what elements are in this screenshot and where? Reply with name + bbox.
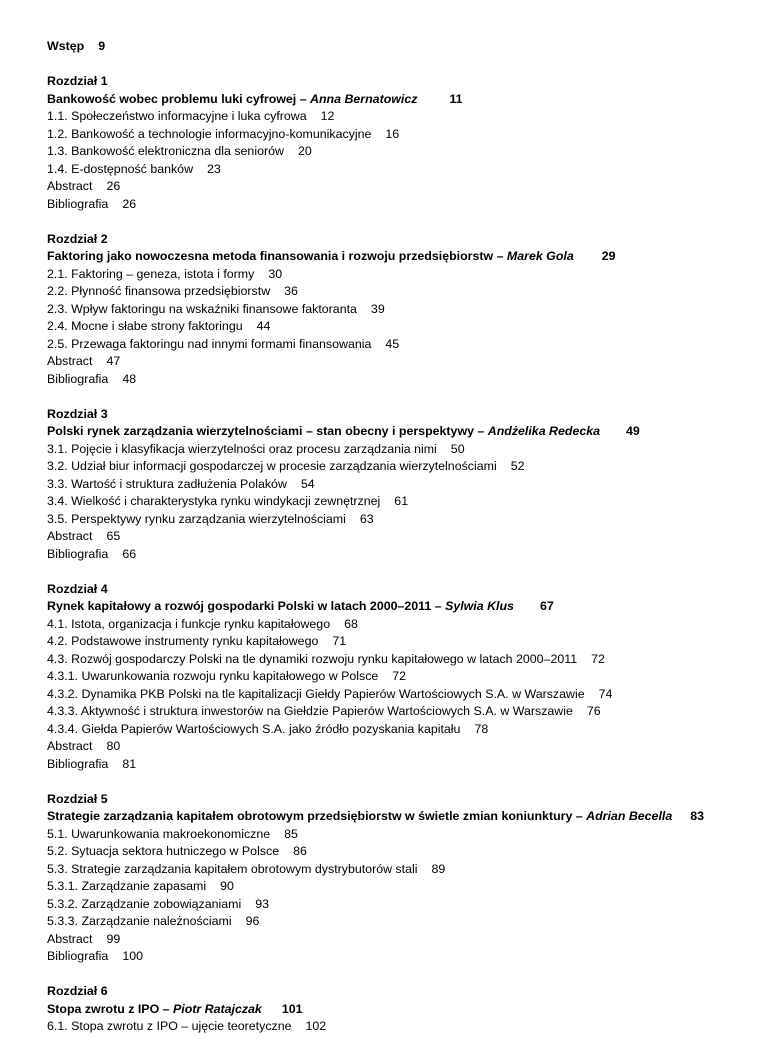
chapter-3 [47, 406, 762, 564]
toc-item [47, 948, 762, 966]
toc-item [47, 668, 762, 686]
toc-item [47, 756, 762, 774]
toc-item [47, 896, 762, 914]
toc-item [47, 738, 762, 756]
chapter-page-number: 67 [539, 599, 554, 613]
toc-item-page: 72 [392, 669, 407, 683]
toc-item-text: 2.1. Faktoring – geneza, istota i formy [47, 266, 255, 281]
chapter-title-line [47, 808, 762, 826]
toc-item-text: Abstract [47, 179, 93, 193]
toc-item-text: 3.4. Wielkość i charakterystyka rynku windykacji zewnętrznej [47, 494, 381, 508]
toc-item [47, 458, 762, 476]
toc-item [47, 266, 762, 284]
toc-item-page: 102 [305, 1019, 327, 1033]
toc-item [47, 126, 762, 144]
chapter-heading: Rozdział 5 [47, 791, 108, 806]
toc-item [47, 441, 762, 459]
toc-item-page: 86 [293, 844, 307, 858]
toc-item-page: 74 [598, 686, 613, 701]
toc-item-text: 1.4. E-dostępność banków [47, 161, 194, 176]
chapter-page-number: 101 [281, 1001, 303, 1016]
toc-item-text: 3.5. Perspektywy rynku zarządzania wierzytelnościami [47, 511, 346, 526]
chapter-page-number: 29 [601, 249, 616, 263]
chapter-page-number: 49 [626, 424, 640, 438]
intro-label: Wstęp [47, 39, 85, 53]
toc-item-page: 99 [106, 931, 121, 946]
toc-item [47, 511, 762, 529]
toc-item-page: 93 [255, 896, 270, 911]
toc-item [47, 528, 762, 546]
toc-item-text: 4.3.3. Aktywność i struktura inwestorów na Giełdzie Papierów Wartościowych S.A. w Warszawie [47, 704, 573, 718]
toc-item-text: Abstract [47, 354, 93, 368]
toc-item-text: 5.3.1. Zarządzanie zapasami [47, 879, 207, 893]
toc-item-page: 78 [474, 721, 489, 736]
toc-item [47, 843, 762, 861]
toc-item-page: 50 [450, 441, 465, 456]
chapter-heading: Rozdział 1 [47, 74, 108, 88]
toc-item-text: 3.3. Wartość i struktura zadłużenia Polaków [47, 476, 287, 491]
toc-item-page: 81 [122, 756, 137, 771]
chapter-title: Faktoring jako nowoczesna metoda finansowania i rozwoju przedsiębiorstw – [47, 249, 507, 263]
chapter-4 [47, 581, 762, 774]
chapter-title-line [47, 91, 762, 109]
toc-item [47, 703, 762, 721]
toc-item-text: Abstract [47, 931, 93, 946]
toc-item [47, 476, 762, 494]
toc-item [47, 493, 762, 511]
toc-item-text: 4.3. Rozwój gospodarczy Polski na tle dynamiki rozwoju rynku kapitałowego w latach 2000–2011 [47, 651, 578, 666]
toc-item-page: 76 [586, 704, 601, 718]
chapter-author: Marek Gola [506, 249, 574, 263]
toc-item [47, 546, 762, 564]
toc-item-page: 66 [122, 546, 137, 561]
toc-item-page: 65 [106, 529, 121, 543]
toc-item-text: 1.1. Społeczeństwo informacyjne i luka cyfrowa [47, 109, 307, 123]
chapter-heading: Rozdział 6 [47, 984, 108, 998]
toc-item-page: 26 [122, 196, 137, 211]
chapter-heading: Rozdział 2 [47, 231, 108, 246]
toc-item-page: 63 [359, 511, 374, 526]
toc-item [47, 931, 762, 949]
toc-item-text: 1.2. Bankowość a technologie informacyjno-komunikacyjne [47, 126, 372, 141]
chapter-heading: Rozdział 4 [47, 581, 108, 596]
toc-item-page: 20 [297, 144, 312, 158]
toc-item-page: 36 [284, 284, 298, 298]
toc-item-page: 80 [106, 739, 121, 753]
toc-item-text: Bibliografia [47, 371, 109, 386]
toc-item-text: Bibliografia [47, 756, 109, 771]
toc-item-text: 5.3.3. Zarządzanie należnościami [47, 914, 232, 928]
toc-item-text: 5.1. Uwarunkowania makroekonomiczne [47, 826, 271, 841]
chapter-title: Strategie zarządzania kapitałem obrotowym przedsiębiorstw w świetle zmian koniunktury – [47, 809, 587, 823]
toc-item-page: 12 [320, 109, 335, 123]
toc-item [47, 913, 762, 931]
intro-page-number: 9 [98, 39, 106, 53]
table-of-contents [47, 38, 762, 1053]
chapter-6 [47, 983, 762, 1036]
toc-item [47, 651, 762, 669]
toc-item-text: 3.2. Udział biur informacji gospodarczej w procesie zarządzania wierzytelnościami [47, 459, 497, 473]
toc-item-page: 96 [245, 914, 260, 928]
toc-item-page: 72 [591, 651, 605, 666]
toc-item-text: 4.1. Istota, organizacja i funkcje rynku kapitałowego [47, 616, 331, 631]
toc-item-text: 2.2. Płynność finansowa przedsiębiorstw [47, 284, 271, 298]
toc-item [47, 1018, 762, 1036]
toc-item-page: 47 [106, 354, 121, 368]
toc-item-page: 100 [122, 949, 143, 963]
chapter-page-number: 83 [690, 809, 705, 823]
intro-entry [47, 38, 762, 56]
toc-item [47, 633, 762, 651]
toc-item-page: 45 [385, 336, 400, 351]
chapter-1 [47, 73, 762, 213]
toc-item [47, 301, 762, 319]
toc-item-text: 5.3. Strategie zarządzania kapitałem obrotowym dystrybutorów stali [47, 861, 418, 876]
toc-item-text: 6.1. Stopa zwrotu z IPO – ujęcie teoretyczne [47, 1019, 292, 1033]
toc-item-text: 3.1. Pojęcie i klasyfikacja wierzytelności oraz procesu zarządzania nimi [47, 441, 437, 456]
chapter-author: Adrian Becella [586, 809, 673, 823]
toc-item-page: 61 [394, 494, 409, 508]
chapter-title: Bankowość wobec problemu luki cyfrowej – [47, 91, 311, 106]
toc-item [47, 686, 762, 704]
toc-item-page: 30 [268, 266, 283, 281]
chapter-title: Polski rynek zarządzania wierzytelnościami – stan obecny i perspektywy – [47, 424, 488, 438]
toc-item-text: Bibliografia [47, 949, 109, 963]
chapter-heading: Rozdział 3 [47, 406, 108, 421]
toc-item [47, 108, 762, 126]
toc-item-text: 4.3.2. Dynamika PKB Polski na tle kapitalizacji Giełdy Papierów Wartościowych S.A. w Warszawie [47, 686, 585, 701]
toc-item [47, 371, 762, 389]
toc-item-page: 89 [431, 861, 446, 876]
chapter-2 [47, 231, 762, 389]
toc-item-page: 48 [122, 371, 137, 386]
toc-item-page: 90 [220, 879, 234, 893]
toc-item-text: Bibliografia [47, 546, 109, 561]
toc-item-page: 44 [256, 319, 271, 333]
chapter-author: Piotr Ratajczak [172, 1001, 262, 1016]
toc-item [47, 143, 762, 161]
toc-item [47, 353, 762, 371]
toc-item [47, 826, 762, 844]
toc-item-page: 26 [106, 179, 121, 193]
toc-item-text: 4.3.1. Uwarunkowania rozwoju rynku kapitałowego w Polsce [47, 669, 379, 683]
toc-item [47, 283, 762, 301]
chapter-author: Sylwia Klus [445, 599, 514, 613]
toc-item [47, 616, 762, 634]
chapter-title-line [47, 1001, 762, 1019]
chapter-title-line [47, 598, 762, 616]
toc-item-page: 54 [300, 476, 315, 491]
toc-item-text: 5.2. Sytuacja sektora hutniczego w Polsce [47, 844, 280, 858]
toc-item-text: Abstract [47, 529, 93, 543]
toc-item-text: Abstract [47, 739, 93, 753]
chapter-title-line [47, 248, 762, 266]
chapter-author: Anna Bernatowicz [310, 91, 418, 106]
toc-item-page: 52 [510, 459, 525, 473]
toc-item-text: 4.3.4. Giełda Papierów Wartościowych S.A. jako źródło pozyskania kapitału [47, 721, 461, 736]
toc-item-page: 85 [284, 826, 298, 841]
toc-item-text: 2.5. Przewaga faktoringu nad innymi formami finansowania [47, 336, 372, 351]
toc-item [47, 178, 762, 196]
toc-item-page: 39 [370, 301, 385, 316]
toc-item [47, 878, 762, 896]
toc-item-page: 16 [385, 126, 400, 141]
toc-item [47, 196, 762, 214]
toc-item-text: 1.3. Bankowość elektroniczna dla seniorów [47, 144, 284, 158]
toc-item-text: 2.4. Mocne i słabe strony faktoringu [47, 319, 243, 333]
chapter-author: Andżelika Redecka [487, 424, 601, 438]
toc-item-text: 5.3.2. Zarządzanie zobowiązaniami [47, 896, 242, 911]
toc-item-text: 2.3. Wpływ faktoringu na wskaźniki finansowe faktoranta [47, 301, 357, 316]
toc-item [47, 336, 762, 354]
toc-item-page: 23 [207, 161, 221, 176]
toc-item [47, 721, 762, 739]
chapter-title-line [47, 423, 762, 441]
toc-item-text: Bibliografia [47, 196, 109, 211]
toc-item-page: 71 [332, 634, 347, 648]
chapter-title: Rynek kapitałowy a rozwój gospodarki Polski w latach 2000–2011 – [47, 599, 446, 613]
toc-item-page: 68 [344, 616, 358, 631]
chapter-page-number: 11 [449, 91, 463, 106]
chapter-title: Stopa zwrotu z IPO – [47, 1001, 173, 1016]
toc-item [47, 318, 762, 336]
toc-item-text: 4.2. Podstawowe instrumenty rynku kapitałowego [47, 634, 319, 648]
chapter-5 [47, 791, 762, 966]
toc-item [47, 861, 762, 879]
toc-item [47, 161, 762, 179]
